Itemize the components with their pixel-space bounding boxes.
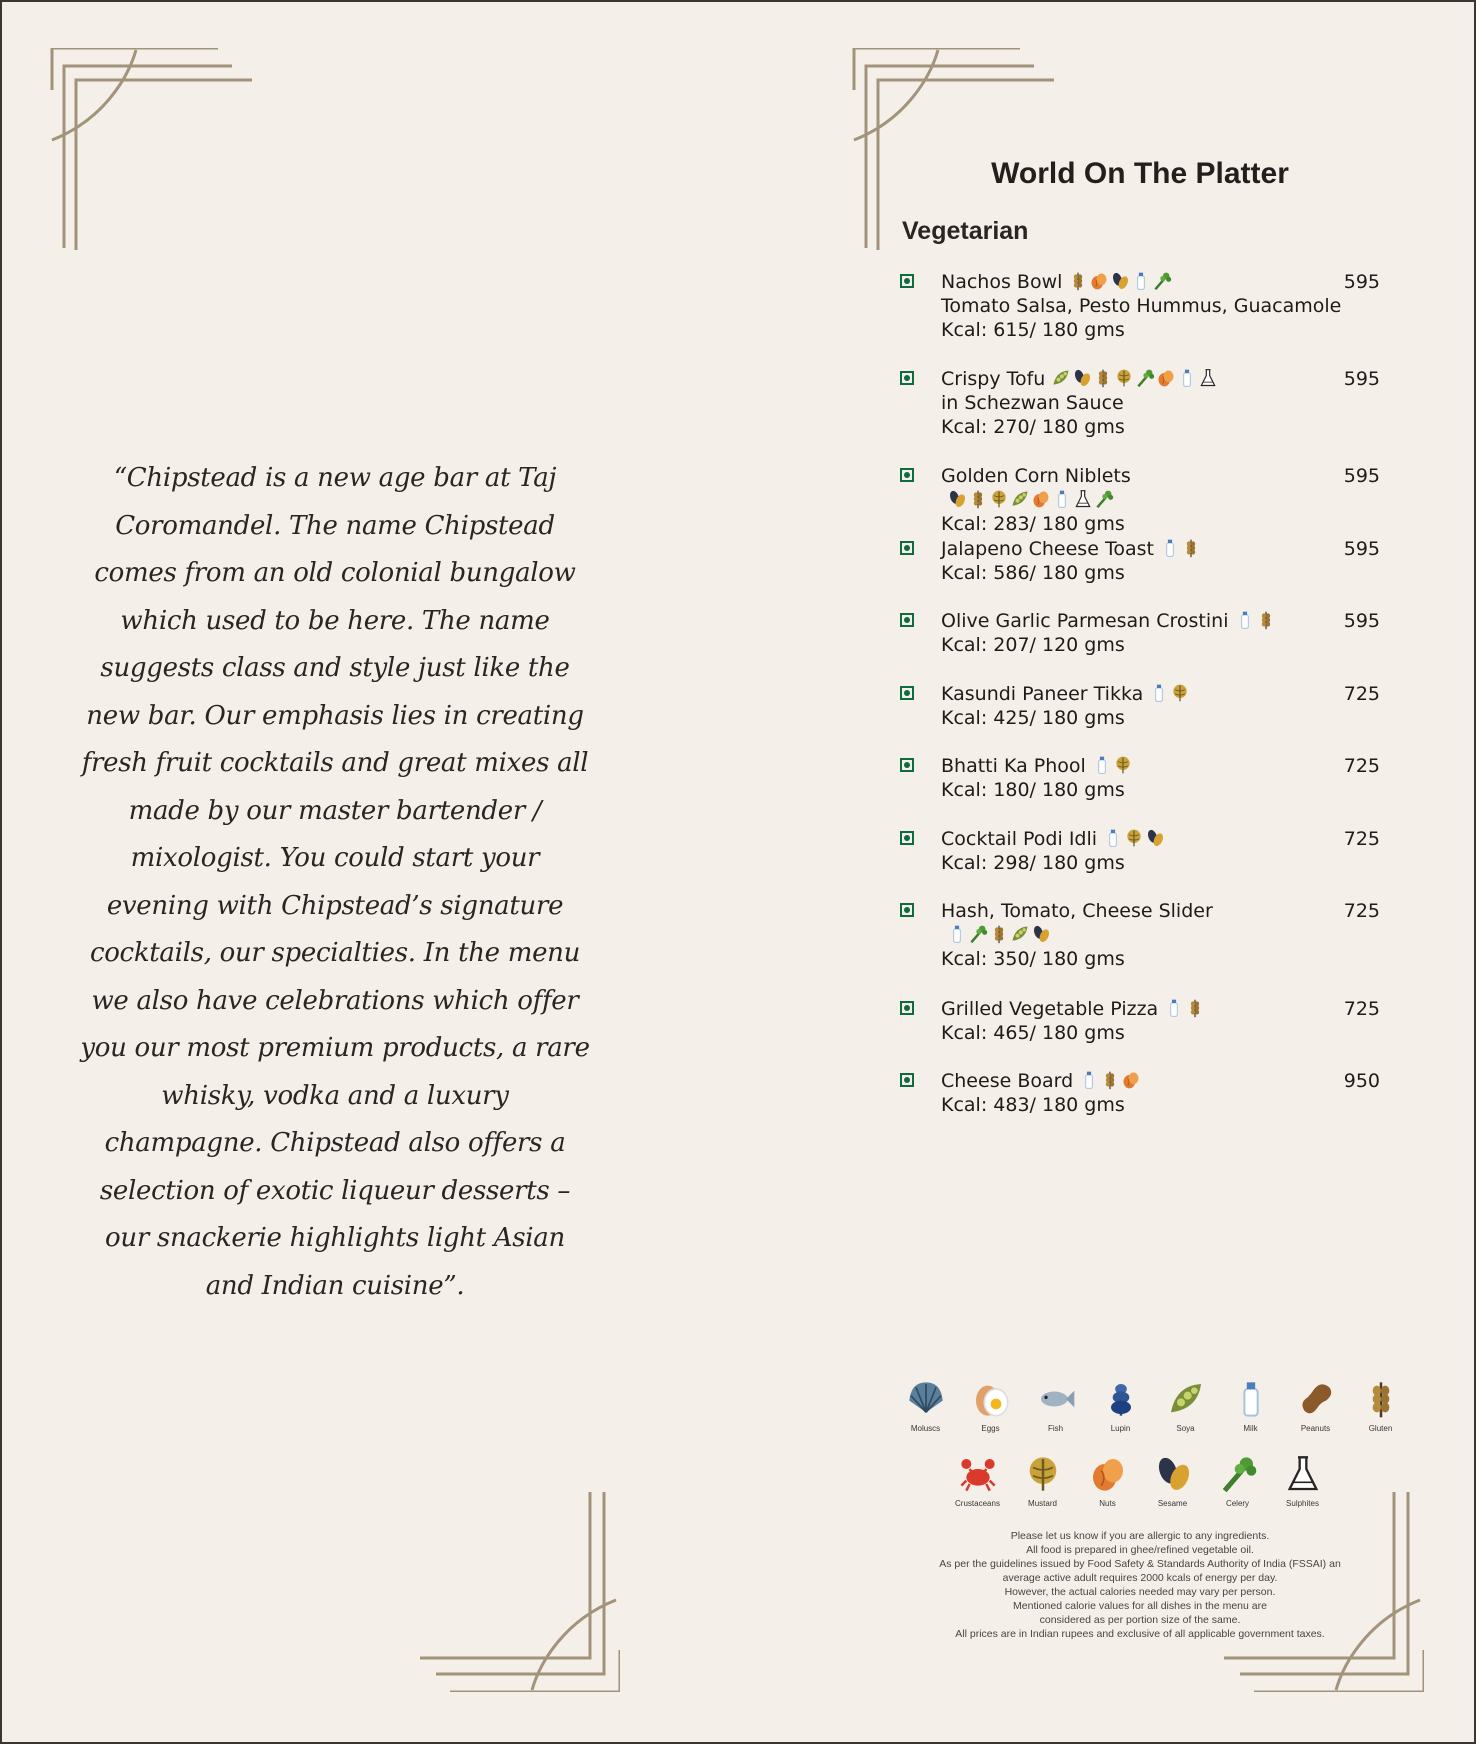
item-name: Kasundi Paneer Tikka (941, 683, 1144, 705)
menu-item (900, 367, 1380, 439)
menu-title: World On The Platter (991, 157, 1289, 190)
milk-icon (1218, 1378, 1283, 1420)
gluten-icon (968, 489, 988, 509)
celery-icon (1094, 489, 1114, 509)
item-price: 725 (1343, 683, 1380, 705)
milk-icon (1164, 998, 1184, 1018)
gluten-icon (1185, 998, 1205, 1018)
item-allergens (1068, 271, 1172, 291)
item-name: Cocktail Podi Idli (941, 828, 1098, 850)
item-allergens (1160, 538, 1201, 558)
item-name: Grilled Vegetable Pizza (941, 998, 1159, 1020)
veg-mark-icon (900, 686, 914, 700)
mustard-icon (1010, 1453, 1075, 1495)
disclaimer-line: average active adult requires 2000 kcals of energy per day. (1002, 1572, 1278, 1584)
gluten-icon (1093, 368, 1113, 388)
sulphites-icon (1198, 368, 1218, 388)
nuts-icon (1089, 271, 1109, 291)
legend-item (958, 1378, 1023, 1433)
item-calories: Kcal: 180/ 180 gms (941, 779, 1125, 801)
veg-mark-icon (900, 903, 914, 917)
item-price: 725 (1343, 828, 1380, 850)
item-calories: Kcal: 586/ 180 gms (941, 562, 1125, 584)
disclaimer-line: All prices are in Indian rupees and exclusive of all applicable government taxes. (955, 1628, 1325, 1640)
milk-icon (1149, 683, 1169, 703)
item-allergens (1235, 610, 1276, 630)
item-allergens (947, 489, 1114, 509)
section-title: Vegetarian (902, 217, 1029, 245)
legend-label: Sulphites (1286, 1499, 1319, 1508)
eggs-icon (958, 1378, 1023, 1420)
item-calories: Kcal: 483/ 180 gms (941, 1094, 1125, 1116)
gluten-icon (989, 924, 1009, 944)
item-calories: Kcal: 615/ 180 gms (941, 319, 1125, 341)
item-description: Tomato Salsa, Pesto Hummus, Guacamole (941, 295, 1342, 317)
disclaimer-line: As per the guidelines issued by Food Safety & Standards Authority of India (FSSAI) an (939, 1558, 1341, 1570)
gluten-icon (1068, 271, 1088, 291)
mustard-icon (989, 489, 1009, 509)
legend-item (1140, 1453, 1205, 1508)
soya-icon (1010, 489, 1030, 509)
legend-label: Milk (1243, 1424, 1258, 1433)
sulphites-icon (1073, 489, 1093, 509)
item-name: Olive Garlic Parmesan Crostini (941, 610, 1229, 632)
disclaimer-line: All food is prepared in ghee/refined vegetable oil. (1026, 1544, 1254, 1556)
milk-icon (1160, 538, 1180, 558)
veg-mark-icon (900, 274, 914, 288)
item-name: Bhatti Ka Phool (941, 755, 1086, 777)
menu-item (900, 899, 1380, 971)
nuts-icon (1031, 489, 1051, 509)
sesame-icon (947, 489, 967, 509)
legend-label: Fish (1047, 1424, 1064, 1433)
menu-item (900, 609, 1380, 657)
item-description: in Schezwan Sauce (941, 392, 1124, 414)
legend-item (1075, 1453, 1140, 1508)
milk-icon (1235, 610, 1255, 630)
item-price: 595 (1343, 465, 1380, 487)
menu-item (900, 682, 1380, 730)
celery-icon (1135, 368, 1155, 388)
milk-icon (1092, 755, 1112, 775)
gluten-icon (1256, 610, 1276, 630)
lupin-icon (1088, 1378, 1153, 1420)
veg-mark-icon (900, 1073, 914, 1087)
legend-label: Soya (1176, 1424, 1195, 1433)
sesame-icon (1145, 828, 1165, 848)
item-price: 725 (1343, 900, 1380, 922)
item-name: Hash, Tomato, Cheese Slider (941, 900, 1213, 922)
disclaimer-line: However, the actual calories needed may vary per person. (1004, 1586, 1276, 1598)
menu-item (900, 754, 1380, 802)
mustard-icon (1124, 828, 1144, 848)
legend-label: Eggs (981, 1424, 1000, 1433)
soya-icon (1153, 1378, 1218, 1420)
gluten-icon (1348, 1378, 1413, 1420)
item-calories: Kcal: 207/ 120 gms (941, 634, 1125, 656)
legend-label: Sesame (1157, 1499, 1188, 1508)
milk-icon (1177, 368, 1197, 388)
legend-label: Peanuts (1300, 1424, 1331, 1433)
veg-mark-icon (900, 613, 914, 627)
item-name: Nachos Bowl (941, 271, 1063, 293)
nuts-icon (1121, 1070, 1141, 1090)
item-price: 595 (1343, 271, 1380, 293)
legend-item (1283, 1378, 1348, 1433)
mustard-icon (1170, 683, 1190, 703)
legend-label: Lupin (1110, 1424, 1131, 1433)
legend-item (1348, 1378, 1413, 1433)
disclaimer (900, 1529, 1380, 1641)
legend-item (893, 1378, 958, 1433)
legend-item (1270, 1453, 1335, 1508)
legend-label: Moluscs (910, 1424, 941, 1433)
item-allergens (1092, 755, 1133, 775)
veg-mark-icon (900, 831, 914, 845)
nuts-icon (1075, 1453, 1140, 1495)
soya-icon (1051, 368, 1071, 388)
item-price: 595 (1343, 538, 1380, 560)
crustaceans-icon (945, 1453, 1010, 1495)
item-allergens (1079, 1070, 1141, 1090)
nuts-icon (1156, 368, 1176, 388)
menu-item (900, 537, 1380, 585)
soya-icon (1010, 924, 1030, 944)
item-price: 725 (1343, 998, 1380, 1020)
gluten-icon (1100, 1070, 1120, 1090)
item-calories: Kcal: 283/ 180 gms (941, 513, 1125, 535)
veg-mark-icon (900, 541, 914, 555)
sesame-icon (1140, 1453, 1205, 1495)
milk-icon (1079, 1070, 1099, 1090)
veg-mark-icon (900, 468, 914, 482)
celery-icon (1152, 271, 1172, 291)
milk-icon (1103, 828, 1123, 848)
item-name: Golden Corn Niblets (941, 465, 1131, 487)
veg-mark-icon (900, 1001, 914, 1015)
item-allergens (1164, 998, 1205, 1018)
peanuts-icon (1283, 1378, 1348, 1420)
item-calories: Kcal: 298/ 180 gms (941, 852, 1125, 874)
item-price: 595 (1343, 368, 1380, 390)
item-calories: Kcal: 465/ 180 gms (941, 1022, 1125, 1044)
intro-quote: “Chipstead is a new age bar at Taj Coromandel. The name Chipstead comes from an old colonial bungalow which used to be here. The name suggests class and style just like the new bar. Our emphasis lies in creating fresh fruit cocktails and great mixes all made by our master bartender / mixologist. You could start your evening with Chipstead’s signature cocktails, our specialties. In the menu we also have celebrations which offer you our most premium products, a rare whisky, vodka and a luxury champagne. Chipstead also offers a selection of exotic liqueur desserts – our snackerie highlights light Asian and Indian cuisine”. (80, 463, 590, 1301)
legend-label: Celery (1225, 1499, 1250, 1508)
item-calories: Kcal: 425/ 180 gms (941, 707, 1125, 729)
corner-ornament-bottm-left (420, 1492, 620, 1692)
fish-icon (1023, 1378, 1088, 1420)
veg-mark-icon (900, 758, 914, 772)
milk-icon (947, 924, 967, 944)
item-allergens (1103, 828, 1165, 848)
item-calories: Kcal: 270/ 180 gms (941, 416, 1125, 438)
milk-icon (1131, 271, 1151, 291)
allergen-legend-row-1 (893, 1378, 1413, 1433)
legend-label: Crustaceans (955, 1499, 1000, 1508)
celery-icon (1205, 1453, 1270, 1495)
item-price: 725 (1343, 755, 1380, 777)
item-name: Jalapeno Cheese Toast (941, 538, 1154, 560)
menu-item (900, 1069, 1380, 1117)
item-allergens (947, 924, 1051, 944)
disclaimer-line: Please let us know if you are allergic to any ingredients. (1010, 1530, 1270, 1542)
sulphites-icon (1270, 1453, 1335, 1495)
gluten-icon (1181, 538, 1201, 558)
corner-ornament-top-left (48, 48, 258, 253)
legend-item (1023, 1378, 1088, 1433)
sesame-icon (1031, 924, 1051, 944)
legend-label: Gluten (1368, 1424, 1393, 1433)
veg-mark-icon (900, 371, 914, 385)
milk-icon (1052, 489, 1072, 509)
legend-item (1218, 1378, 1283, 1433)
sesame-icon (1072, 368, 1092, 388)
menu-item (900, 464, 1380, 536)
celery-icon (968, 924, 988, 944)
sesame-icon (1110, 271, 1130, 291)
mustard-icon (1114, 368, 1134, 388)
legend-item (1010, 1453, 1075, 1508)
item-name: Crispy Tofu (941, 368, 1046, 390)
disclaimer-line: Mentioned calorie values for all dishes in the menu are (1013, 1600, 1267, 1612)
legend-item (945, 1453, 1010, 1508)
legend-item (1153, 1378, 1218, 1433)
allergen-legend-row-2 (945, 1453, 1335, 1508)
legend-label: Mustard (1028, 1499, 1057, 1508)
menu-item (900, 997, 1380, 1045)
mustard-icon (1113, 755, 1133, 775)
molluscs-icon (893, 1378, 958, 1420)
legend-item (1205, 1453, 1270, 1508)
menu-item (900, 270, 1380, 342)
item-allergens (1149, 683, 1190, 703)
disclaimer-line: considered as per portion size of the same. (1039, 1614, 1241, 1626)
item-name: Cheese Board (941, 1070, 1074, 1092)
legend-label: Nuts (1099, 1499, 1116, 1508)
legend-item (1088, 1378, 1153, 1433)
item-price: 595 (1343, 610, 1380, 632)
item-price: 950 (1343, 1070, 1380, 1092)
item-calories: Kcal: 350/ 180 gms (941, 948, 1125, 970)
menu-item (900, 827, 1380, 875)
item-allergens (1051, 368, 1218, 388)
